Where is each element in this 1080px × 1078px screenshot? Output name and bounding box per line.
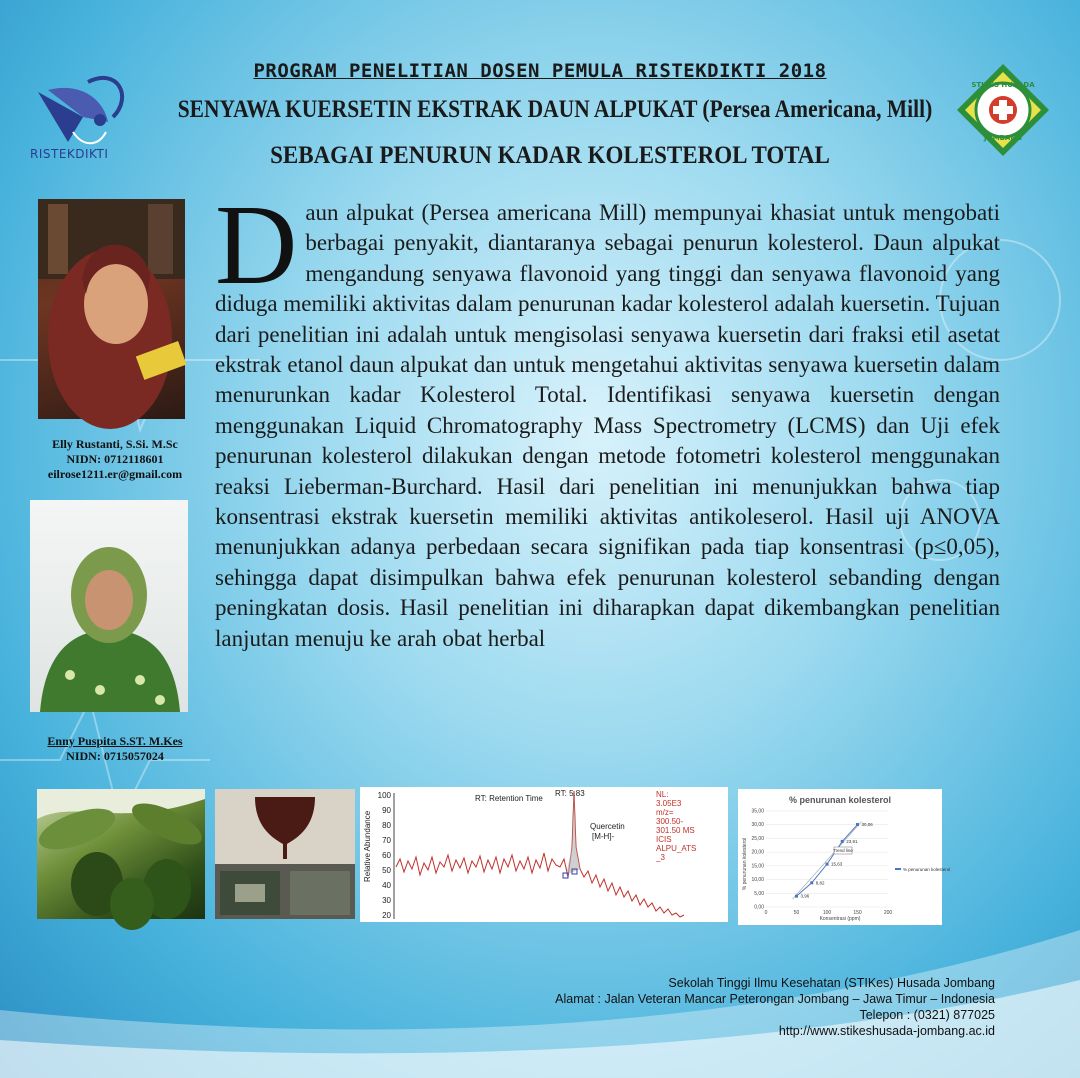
author-name-1: Elly Rustanti, S.Si. M.Sc bbox=[52, 437, 178, 451]
chart-point-label: 8,82 bbox=[815, 880, 825, 886]
lcms-ytick: 50 bbox=[382, 866, 391, 875]
lcms-trace bbox=[396, 791, 684, 917]
institution-footer bbox=[555, 975, 995, 1039]
lcms-ytick: 90 bbox=[382, 806, 391, 815]
lcms-ytick: 70 bbox=[382, 836, 391, 845]
footer-phone: Telepon : (0321) 877025 bbox=[859, 1008, 995, 1022]
chart-point-label: 30,06 bbox=[861, 822, 873, 828]
chart-ytick: 30,00 bbox=[751, 822, 764, 829]
author-portrait-1 bbox=[38, 199, 185, 419]
chart-xtick: 0 bbox=[764, 910, 768, 916]
author-name-2: Enny Puspita S.ST. M.Kes bbox=[47, 734, 183, 748]
lcms-info-line: NL: bbox=[656, 790, 669, 799]
chart-point bbox=[826, 863, 829, 866]
chart-point bbox=[856, 823, 859, 826]
lcms-plot bbox=[360, 787, 728, 922]
chart-ytick: 10,00 bbox=[751, 877, 764, 884]
chart-legend: % penurunan kolesterol bbox=[903, 867, 951, 872]
author-nidn-2: NIDN: 0715057024 bbox=[66, 749, 164, 763]
chart-point-label: 23,91 bbox=[846, 838, 858, 844]
author-photo-2 bbox=[30, 500, 188, 712]
chart-title: % penurunan kolesterol bbox=[788, 795, 892, 805]
chart-ytick: 20,00 bbox=[751, 849, 764, 856]
author-caption-1 bbox=[20, 437, 210, 482]
lcms-compound: Quercetin bbox=[590, 822, 625, 831]
lcms-ytick: 80 bbox=[382, 821, 391, 830]
lcms-ytick: 20 bbox=[382, 911, 391, 920]
author-photo-1 bbox=[38, 199, 185, 419]
logo-text-bottom: JOMBANG bbox=[984, 134, 1022, 142]
chart-ytick: 25,00 bbox=[751, 835, 764, 842]
lcms-info-line: 300.50- bbox=[656, 817, 684, 826]
chart-point bbox=[841, 840, 844, 843]
author-caption-2 bbox=[20, 734, 210, 764]
extraction-photo bbox=[215, 789, 355, 919]
lcms-ion: [M-H]- bbox=[592, 832, 615, 841]
chart-xtick: 150 bbox=[853, 910, 862, 916]
chart-point bbox=[810, 881, 813, 884]
chart-ytick: 15,00 bbox=[751, 863, 764, 870]
research-title-line1: SENYAWA KUERSETIN EKSTRAK DAUN ALPUKAT (Persea Americana, Mill) bbox=[177, 96, 933, 123]
logo-text-top: STIKES HUSADA bbox=[971, 81, 1035, 89]
ristekdikti-logo-text: RISTEKDIKTI bbox=[30, 147, 109, 161]
author-email-1[interactable]: eilrose1211.er@gmail.com bbox=[47, 467, 183, 481]
lcms-info-line: 3.05E3 bbox=[656, 799, 682, 808]
footer-institution: Sekolah Tinggi Ilmu Kesehatan (STIKes) Husada Jombang bbox=[668, 976, 995, 990]
avocado-photo bbox=[37, 789, 205, 919]
lcms-peak-label: RT: 5.83 bbox=[555, 789, 585, 798]
abstract-text bbox=[215, 181, 1000, 770]
chart-ytick: 35,00 bbox=[751, 808, 764, 815]
chart-xtick: 50 bbox=[793, 910, 800, 916]
lcms-info-line: ICIS bbox=[656, 835, 672, 844]
lcms-info-line: 301.50 MS bbox=[656, 826, 695, 835]
lcms-info-line: m/z= bbox=[656, 808, 674, 817]
cholesterol-chart bbox=[738, 789, 951, 925]
lcms-title: RT: Retention Time bbox=[475, 794, 543, 803]
chart-ylabel: % penurunan kolesterol bbox=[742, 837, 748, 891]
cholesterol-chart-svg bbox=[738, 789, 951, 925]
footer-website[interactable]: http://www.stikeshusada-jombang.ac.id bbox=[778, 1024, 995, 1038]
chart-xtick: 100 bbox=[822, 910, 832, 916]
lcms-ytick: 60 bbox=[382, 851, 391, 860]
author-portrait-2 bbox=[30, 500, 188, 712]
chart-point bbox=[795, 895, 798, 898]
lcms-info-line: ALPU_ATS bbox=[656, 844, 697, 853]
chart-point-label: 3,96 bbox=[800, 893, 810, 899]
extraction-illustration bbox=[215, 789, 355, 919]
lcms-ytick: 100 bbox=[377, 791, 391, 800]
avocado-illustration bbox=[37, 789, 205, 919]
author-nidn-1: NIDN: 0712118601 bbox=[66, 452, 164, 466]
chart-xlabel: Konsentrasi (ppm) bbox=[819, 916, 861, 922]
abstract-body: aun alpukat (Persea americana Mill) mempunyai khasiat untuk mengobati berbagai penyakit, diantaranya sebagai penurun kolesterol. Daun alpukat mengandung senyawa flavonoid yang tinggi dan senyawa flavonoid yang diduga memiliki aktivitas dalam penurunan kadar kolesterol adalah kuersetin. Tujuan dari penelitian ini adalah untuk mengisolasi senyawa kuersetin dari fraksi etil asetat ekstrak etanol daun alpukat dan untuk mengetahui aktivitas senyawa kuersetin dalam menurunkan kadar Kolesterol Total. Identifikasi senyawa kuersetin dengan menggunakan Liquid Chromatography Mass Spectrometry (LCMS) dan Uji efek penurunan kolesterol dilakukan dengan metode fotometri kolesterol menggunakan reaksi Lieberman-Burchard. Hasil dari penelitian ini menunjukkan bahwa tiap konsentrasi ekstrak kuersetin memiliki aktivitas antikoleserol. Hasil uji ANOVA menunjukkan adanya perbedaan secara signifikan pada tiap konsentrasi (p≤0,05), sehingga dapat disimpulkan bahwa efek penurunan kolesterol sebanding dengan peningkatan dosis. Hasil penelitian ini diharapkan dapat dikembangkan penelitian lanjutan menuju ke arah obat herbal bbox=[215, 200, 1000, 651]
chart-point-label: 15,63 bbox=[831, 861, 843, 867]
lcms-ytick: 30 bbox=[382, 896, 391, 905]
lcms-info-line: _3 bbox=[656, 853, 665, 862]
chart-xtick: 200 bbox=[883, 910, 893, 916]
dropcap-letter: D bbox=[215, 181, 298, 308]
lcms-ytick: 40 bbox=[382, 881, 391, 890]
chart-trend-line bbox=[793, 822, 862, 900]
lcms-ylabel: Relative Abundance bbox=[363, 810, 372, 882]
lcms-chromatogram bbox=[360, 787, 728, 922]
footer-address: Alamat : Jalan Veteran Mancar Peterongan Jombang – Jawa Timur – Indonesia bbox=[555, 992, 995, 1006]
chart-ytick: 5,00 bbox=[754, 890, 764, 897]
research-title-line2: SEBAGAI PENURUN KADAR KOLESTEROL TOTAL bbox=[270, 142, 830, 169]
trend-label: Trend line bbox=[833, 848, 853, 853]
legend-swatch bbox=[895, 868, 901, 870]
program-title: PROGRAM PENELITIAN DOSEN PEMULA RISTEKDIKTI 2018 bbox=[253, 60, 827, 82]
chart-ytick: 0,00 bbox=[754, 904, 764, 911]
